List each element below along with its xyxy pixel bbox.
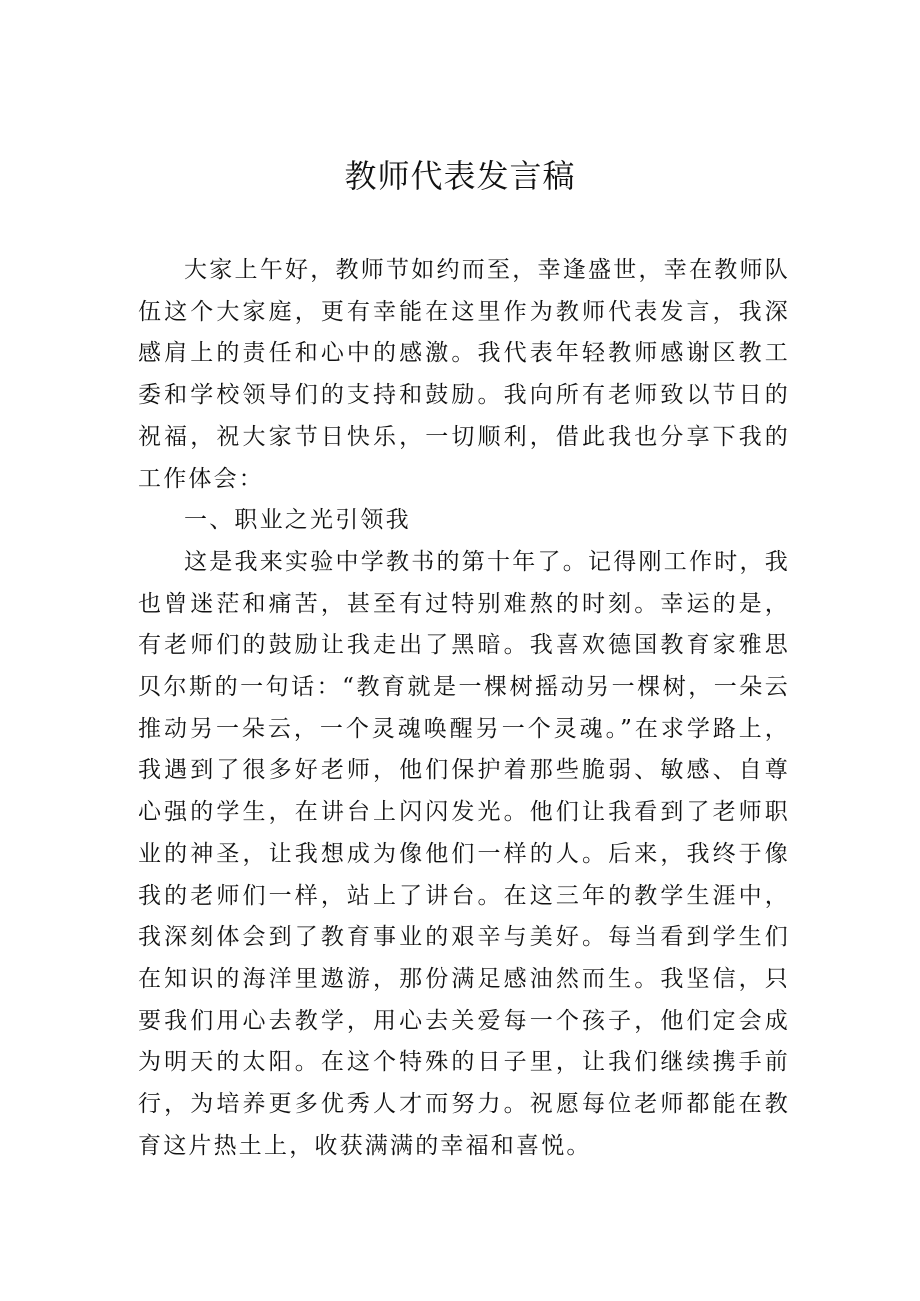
document-title: 教师代表发言稿 — [344, 157, 576, 195]
paragraph-body: 这是我来实验中学教书的第十年了。记得刚工作时，我也曾迷茫和痛苦，甚至有过特别难熬的时刻。幸运的是，有老师们的鼓励让我走出了黑暗。我喜欢德国教育家雅思贝尔斯的一句话：“教育就是一棵树摇动另一棵树，一朵云推动另一朵云，一个灵魂唤醒另一个灵魂。”在求学路上，我遇到了很多好老师，他们保护着那些脆弱、敏感、自尊心强的学生，在讲台上闪闪发光。他们让我看到了老师职业的神圣，让我想成为像他们一样的人。后来，我终于像我的老师们一样，站上了讲台。在这三年的教学生涯中，我深刻体会到了教育事业的艰辛与美好。每当看到学生们在知识的海洋里遨游，那份满足感油然而生。我坚信，只要我们用心去教学，用心去关爱每一个孩子，他们定会成为明天的太阳。在这个特殊的日子里，让我们继续携手前行，为培养更多优秀人才而努力。祝愿每位老师都能在教育这片热土上，收获满满的幸福和喜悦。 — [138, 548, 790, 1159]
paragraph-greeting: 大家上午好，教师节如约而至，幸逢盛世，幸在教师队伍这个大家庭，更有幸能在这里作为教师代表发言，我深感肩上的责任和心中的感激。我代表年轻教师感谢区教工委和学校领导们的支持和鼓励。我向所有老师致以节日的祝福，祝大家节日快乐，一切顺利，借此我也分享下我的工作体会： — [138, 257, 790, 492]
document-body — [138, 250, 790, 1167]
section-heading: 一、职业之光引领我 — [184, 507, 411, 534]
